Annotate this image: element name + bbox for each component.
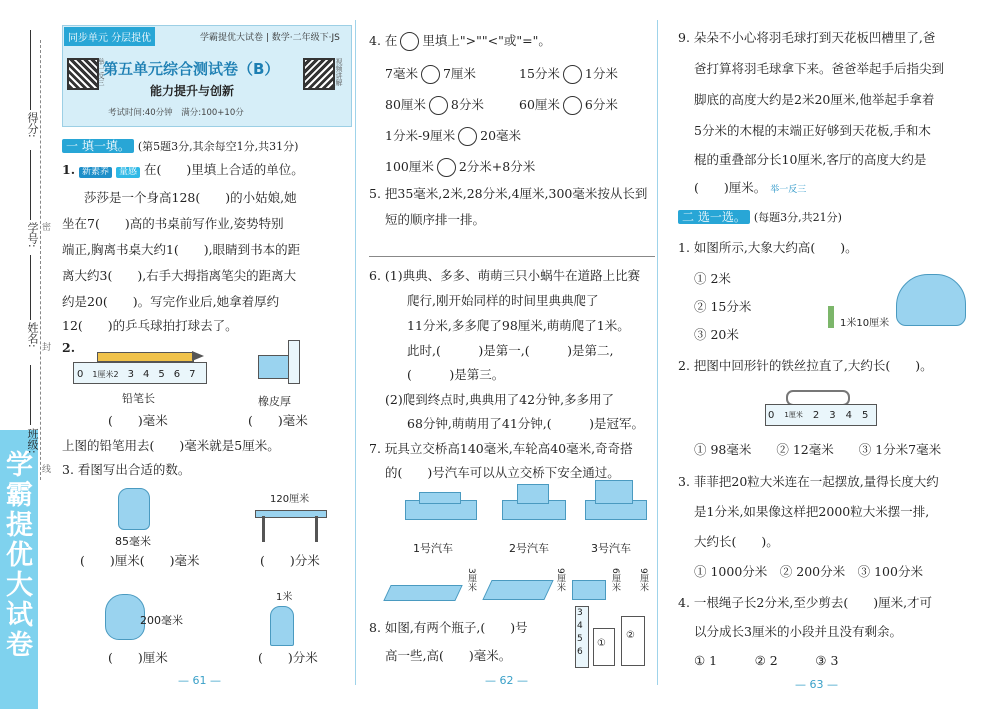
compare-circle[interactable]	[563, 96, 582, 115]
q2-after: 上图的铅笔用去( )毫米就是5厘米。	[62, 438, 280, 453]
header-subtitle: 能力提升与创新	[150, 84, 235, 98]
tick: 0	[77, 369, 84, 380]
header-title: 第五单元综合测试卷（B）	[103, 60, 280, 78]
tick: 7	[189, 369, 196, 380]
bottle-ruler-ticks	[577, 608, 583, 657]
tick: 3	[829, 410, 836, 421]
header-info	[108, 106, 244, 118]
q8-line-2: 高一些,高( )毫米。	[385, 648, 512, 663]
hand-label: 85毫米	[115, 535, 151, 548]
s4-line-1: 4. 一根绳子长2分米,至少剪去( )厘米,才可	[678, 595, 933, 610]
box-label-3: 6厘米	[610, 568, 620, 592]
qr-right	[303, 58, 335, 90]
q7-line-1: 7. 玩具立交桥高140毫米,车轮高40毫米,奇奇搭	[369, 441, 633, 456]
q3: 3. 看图写出合适的数。	[62, 462, 191, 477]
q1-line-6: 12( )的乒乓球拍打球去了。	[62, 318, 238, 333]
id-label: 学号:	[26, 222, 39, 248]
header-meta: 数学·二年级下·JS	[271, 33, 340, 43]
compare-left: 15分米	[519, 66, 560, 81]
q9-line-6	[694, 182, 806, 195]
q4-text: 4. 在	[369, 33, 398, 48]
box-flat-3	[572, 580, 606, 600]
tick: 1厘米2	[92, 370, 119, 379]
tick: 1厘米	[784, 411, 803, 419]
compare-right: 20毫米	[480, 128, 522, 143]
compare-right: 6分米	[584, 97, 618, 112]
section-choose-title: 二 选一选。	[678, 210, 750, 224]
pencil-blank: ( )毫米	[108, 413, 168, 428]
compare-6	[385, 158, 535, 177]
eraser-label: 橡皮厚	[258, 395, 291, 408]
car-1-box	[419, 492, 461, 504]
tick: 5	[861, 410, 869, 421]
header-series: 学霸提优大试卷 | 数学·二年级下·JS	[200, 33, 340, 43]
q1-line-4: 离大约3( ),右手大拇指离笔尖的距离大	[62, 268, 297, 283]
page-61	[0, 0, 355, 709]
foot-label: 200毫米	[140, 614, 183, 627]
tag-new-literacy: 新素养	[79, 167, 112, 178]
page-62	[357, 0, 657, 709]
compare-left: 100厘米	[385, 159, 434, 174]
page-63	[660, 0, 1000, 709]
compare-circle[interactable]	[429, 96, 448, 115]
tick: 4	[142, 369, 150, 380]
q4	[369, 32, 551, 51]
q8-line-1: 8. 如图,有两个瓶子,( )号	[369, 620, 528, 635]
seal-feng: 封	[42, 343, 52, 353]
bottle-2-label: ②	[626, 630, 635, 641]
q1-line-2: 坐在7( )高的书桌前写作业,姿势特别	[62, 216, 284, 231]
compare-circle[interactable]	[400, 32, 419, 51]
compare-circle[interactable]	[421, 65, 440, 84]
tick: 6	[173, 369, 181, 380]
plant-icon	[828, 306, 834, 328]
section-fill	[62, 139, 298, 153]
desk-leg	[262, 516, 265, 542]
q9-tag: 举一反三	[770, 185, 807, 195]
q6-line-3: 11分米,多多爬了98厘米,萌萌爬了1米。	[407, 318, 630, 333]
compare-5	[385, 127, 521, 146]
tick: 4	[577, 621, 583, 631]
q9-line-2: 爸打算将羽毛球拿下来。爸爸举起手后指尖到	[694, 61, 945, 76]
pencil-tip	[192, 351, 204, 361]
tick: 3	[127, 369, 134, 380]
s1-option-3[interactable]: ③ 20米	[694, 327, 739, 342]
car-1-label: 1号汽车	[413, 542, 453, 555]
s1: 1. 如图所示,大象大约高( )。	[678, 240, 858, 255]
s1-option-1[interactable]: ① 2米	[694, 271, 731, 286]
compare-1	[385, 65, 476, 84]
qr-right-label: 视频讲解	[335, 58, 343, 86]
q4-rest: 里填上">""<"或"="。	[422, 33, 551, 48]
compare-left: 1分米-9厘米	[385, 128, 456, 143]
qr-left-label: 举一反三	[97, 58, 105, 86]
compare-right: 8分米	[450, 97, 484, 112]
tag-quantity: 量感	[116, 167, 140, 178]
qr-left	[67, 58, 99, 90]
tick: 2	[812, 410, 820, 421]
q5-line-1: 5. 把35毫米,2米,28分米,4厘米,300毫米按从长到	[369, 186, 648, 201]
q1-text: 在( )里填上合适的单位。	[144, 162, 304, 177]
q9-blank: ( )厘米。	[694, 180, 767, 195]
girl-blank: ( )分米	[258, 650, 318, 665]
q5-answer-line	[369, 256, 655, 257]
page-number-63: — 63 —	[795, 678, 838, 691]
page-number-62: — 62 —	[485, 674, 528, 687]
compare-circle[interactable]	[458, 127, 477, 146]
spine-brand: 学霸提优大试卷	[1, 450, 32, 660]
s4-options[interactable]: ① 1 ② 2 ③ 3	[694, 653, 839, 668]
tick: 6	[577, 647, 583, 657]
girl-label: 1米	[276, 592, 293, 603]
seal-xian: 线	[42, 465, 52, 475]
q9-line-3: 脚底的高度大约是2米20厘米,他举起手拿着	[694, 92, 935, 107]
q1-head: 1. 新素养 量感 在( )里填上合适的单位。	[62, 162, 304, 177]
q6-line-7: 68分钟,萌萌用了41分钟,( )是冠军。	[407, 416, 645, 431]
desk-leg	[315, 516, 318, 542]
compare-right: 7厘米	[442, 66, 476, 81]
tick: 4	[845, 410, 852, 421]
hand-blank: ( )厘米( )毫米	[80, 553, 200, 568]
car-2-label: 2号汽车	[509, 542, 549, 555]
class-label: 班级:	[26, 428, 39, 454]
compare-right: 2分米+8分米	[458, 159, 536, 174]
s3-options[interactable]: ① 1000分米 ② 200分米 ③ 100分米	[694, 564, 923, 579]
pencil	[97, 352, 194, 362]
header-badge: 同步单元 分层提优	[64, 27, 155, 46]
q6-line-1: 6. (1)典典、多多、萌萌三只小蜗牛在道路上比赛	[369, 268, 641, 283]
compare-2	[519, 65, 618, 84]
compare-left: 80厘米	[385, 97, 426, 112]
score-label: 得分:	[26, 112, 39, 138]
s3-line-2: 是1分米,如果像这样把2000粒大米摆一排,	[694, 504, 930, 519]
box-flat-2	[482, 580, 553, 600]
q9-line-4: 5分米的木棍的末端正好够到天花板,手和木	[694, 123, 931, 138]
box-flat-1	[383, 585, 462, 601]
elephant-icon	[896, 274, 966, 326]
pencil-label: 铅笔长	[122, 392, 155, 405]
section-fill-desc: (第5题3分,其余每空1分,共31分)	[137, 140, 299, 153]
s1-fig-10cm: 10厘米	[856, 318, 890, 329]
section-fill-title: 一 填一填。	[62, 139, 134, 153]
girl-icon	[270, 606, 294, 646]
s3-line-3: 大约长( )。	[694, 534, 779, 549]
q2-number: 2.	[62, 340, 76, 355]
q1-line-1: 莎莎是一个身高128( )的小姑娘,她	[84, 190, 297, 205]
tick: 5	[158, 369, 165, 380]
desk-label: 120厘米	[270, 494, 310, 505]
foot-icon	[105, 594, 145, 640]
q1-line-3: 端正,胸离书桌大约1( ),眼睛到书本的距	[62, 242, 301, 257]
q6-line-6: (2)爬到终点时,典典用了42分钟,多多用了	[385, 392, 615, 407]
s2: 2. 把图中回形针的铁丝拉直了,大约长( )。	[678, 358, 933, 373]
s1-fig-label	[840, 314, 889, 329]
page-divider	[355, 20, 356, 685]
car-2-box	[517, 484, 549, 504]
eraser-ruler	[288, 340, 300, 384]
q6-line-5: ( )是第三。	[407, 367, 505, 382]
section-choose	[678, 210, 842, 224]
q9-line-5: 棍的重叠部分长10厘米,客厅的高度大约是	[694, 152, 927, 167]
s2-ruler-ticks	[768, 410, 868, 421]
s1-fig-1m: 1米	[840, 318, 857, 329]
compare-3	[385, 96, 484, 115]
tick: 5	[577, 634, 583, 644]
box-label-4: 9厘米	[638, 568, 648, 592]
car-3-label: 3号汽车	[591, 542, 631, 555]
q1-line-5: 约是20( )。写完作业后,她拿着厚约	[62, 294, 280, 309]
compare-circle[interactable]	[437, 158, 456, 177]
car-3-box	[595, 480, 633, 504]
box-label-2: 9厘米	[555, 568, 565, 592]
s3-line-1: 3. 菲菲把20粒大米连在一起摆放,量得长度大约	[678, 474, 939, 489]
q6-line-4: 此时,( )是第一,( )是第二,	[407, 343, 614, 358]
compare-left: 60厘米	[519, 97, 560, 112]
q9-line-1: 9. 朵朵不小心将羽毛球打到天花板凹槽里了,爸	[678, 30, 936, 45]
tick: 3	[577, 608, 583, 618]
compare-right: 1分米	[584, 66, 618, 81]
pencil-ruler-ticks	[77, 369, 195, 380]
page-divider	[657, 20, 658, 685]
bottle-2-icon	[621, 616, 645, 666]
bottle-1-label: ①	[597, 638, 606, 649]
hand-icon	[118, 488, 150, 530]
q5-line-2: 短的顺序排一排。	[385, 212, 486, 227]
foot-blank: ( )厘米	[108, 650, 168, 665]
compare-4	[519, 96, 618, 115]
section-choose-desc: (每题3分,共21分)	[753, 211, 842, 224]
desk-blank: ( )分米	[260, 553, 320, 568]
s1-option-2[interactable]: ② 15分米	[694, 299, 752, 314]
eraser	[258, 355, 290, 379]
compare-left: 7毫米	[385, 66, 418, 81]
s4-line-2: 以分成长3厘米的小段并且没有剩余。	[694, 624, 902, 639]
eraser-blank: ( )毫米	[248, 413, 308, 428]
header-series-text: 学霸提优大试卷	[200, 33, 264, 43]
box-label-1: 3厘米	[466, 568, 476, 592]
q7-line-2: 的( )号汽车可以从立交桥下安全通过。	[385, 465, 620, 480]
tick: 0	[768, 410, 775, 421]
page-number-61: — 61 —	[178, 674, 221, 687]
s2-options[interactable]: ① 98毫米 ② 12毫米 ③ 1分米7毫米	[694, 442, 942, 457]
compare-circle[interactable]	[563, 65, 582, 84]
exam-time: 考试时间:40分钟	[108, 108, 173, 118]
seal-mi: 密	[42, 223, 52, 233]
full-score: 满分:100+10分	[181, 108, 244, 118]
q6-line-2: 爬行,刚开始同样的时间里典典爬了	[407, 293, 599, 308]
name-label: 姓名:	[26, 322, 39, 348]
